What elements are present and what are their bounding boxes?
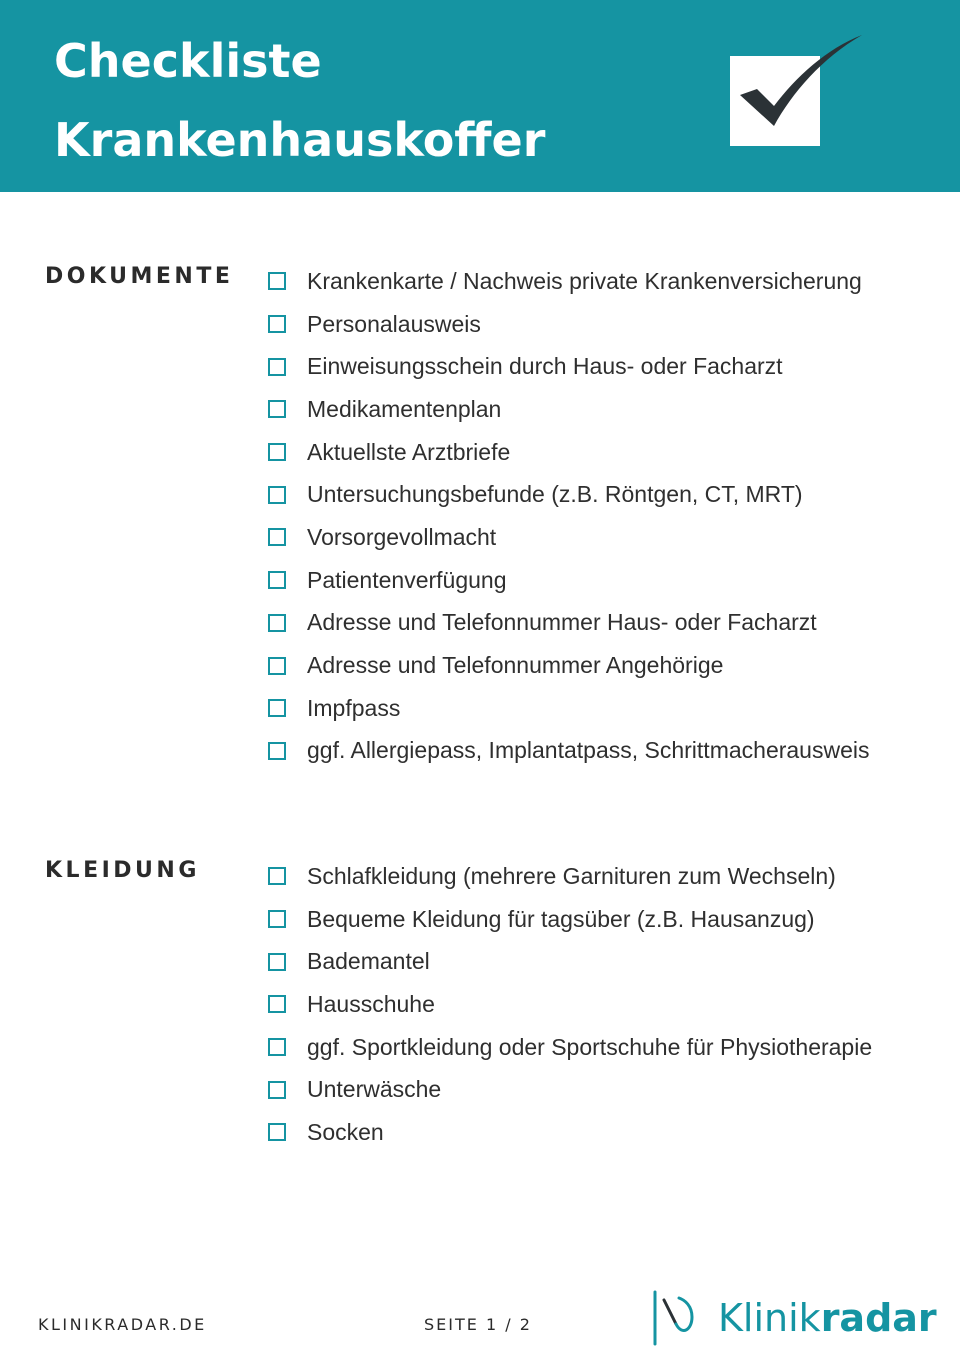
checklist-item[interactable] <box>268 644 870 687</box>
title-line-2: Krankenhauskoffer <box>54 113 546 167</box>
checkbox-icon[interactable] <box>268 571 286 589</box>
checkbox-icon[interactable] <box>268 1123 286 1141</box>
checkbox-icon[interactable] <box>268 528 286 546</box>
checkbox-icon[interactable] <box>268 699 286 717</box>
checklist-item[interactable] <box>268 983 872 1026</box>
checkbox-icon[interactable] <box>268 657 286 675</box>
footer-website: KLINIKRADAR.DE <box>38 1315 207 1334</box>
checklist-item[interactable] <box>268 345 870 388</box>
checklist-item-label: Adresse und Telefonnummer Angehörige <box>307 652 724 679</box>
checkbox-icon[interactable] <box>268 486 286 504</box>
checkbox-icon[interactable] <box>268 1081 286 1099</box>
checklist-item-label: Impfpass <box>307 694 401 721</box>
checklist-item[interactable] <box>268 473 870 516</box>
checklist-dokumente <box>268 260 870 772</box>
checklist-item[interactable] <box>268 260 870 303</box>
checklist-item[interactable] <box>268 1068 872 1111</box>
checkbox-icon[interactable] <box>268 614 286 632</box>
section-label-dokumente: DOKUMENTE <box>45 264 234 289</box>
header-banner <box>0 0 960 192</box>
checklist-item-label: Unterwäsche <box>307 1076 442 1103</box>
checklist-item-label: Patientenverfügung <box>307 566 507 593</box>
checklist-item[interactable] <box>268 602 870 645</box>
checklist-item-label: Adresse und Telefonnummer Haus- oder Facharzt <box>307 609 817 636</box>
logo-text-klinik: Klinik <box>718 1296 821 1340</box>
checklist-item[interactable] <box>268 303 870 346</box>
logo-wordmark <box>718 1294 937 1342</box>
checkbox-icon[interactable] <box>268 358 286 376</box>
checkbox-icon[interactable] <box>268 400 286 418</box>
checkbox-icon[interactable] <box>268 272 286 290</box>
logo-text-radar: radar <box>820 1296 937 1340</box>
footer-page-number: SEITE 1 / 2 <box>424 1315 532 1334</box>
checkmark-box-icon <box>730 33 870 153</box>
checkbox-icon[interactable] <box>268 910 286 928</box>
checklist-item[interactable] <box>268 730 870 773</box>
checklist-item[interactable] <box>268 1111 872 1154</box>
checklist-item-label: Personalausweis <box>307 310 481 337</box>
checklist-item[interactable] <box>268 1026 872 1069</box>
checklist-item-label: ggf. Allergiepass, Implantatpass, Schrittmacherausweis <box>307 737 870 764</box>
checkbox-icon[interactable] <box>268 953 286 971</box>
checklist-item[interactable] <box>268 898 872 941</box>
checklist-item[interactable] <box>268 516 870 559</box>
checklist-item[interactable] <box>268 388 870 431</box>
checklist-item-label: Socken <box>307 1118 384 1145</box>
checklist-item-label: ggf. Sportkleidung oder Sportschuhe für Physiotherapie <box>307 1033 873 1060</box>
checklist-item-label: Aktuellste Arztbriefe <box>307 438 511 465</box>
checklist-kleidung <box>268 855 872 1154</box>
checklist-item-label: Krankenkarte / Nachweis private Krankenversicherung <box>307 267 862 294</box>
checklist-item[interactable] <box>268 431 870 474</box>
checklist-item[interactable] <box>268 940 872 983</box>
klinikradar-logo <box>652 1290 942 1346</box>
checklist-item-label: Hausschuhe <box>307 990 435 1017</box>
checkbox-icon[interactable] <box>268 443 286 461</box>
checkbox-icon[interactable] <box>268 867 286 885</box>
checkbox-icon[interactable] <box>268 742 286 760</box>
checklist-item-label: Bademantel <box>307 948 430 975</box>
checklist-item[interactable] <box>268 559 870 602</box>
checklist-item[interactable] <box>268 687 870 730</box>
checklist-item-label: Bequeme Kleidung für tagsüber (z.B. Hausanzug) <box>307 905 815 932</box>
checklist-item-label: Untersuchungsbefunde (z.B. Röntgen, CT, MRT) <box>307 481 803 508</box>
title-line-1: Checkliste <box>54 34 322 88</box>
checkbox-icon[interactable] <box>268 1038 286 1056</box>
checkbox-icon[interactable] <box>268 995 286 1013</box>
checklist-item[interactable] <box>268 855 872 898</box>
checklist-item-label: Vorsorgevollmacht <box>307 523 497 550</box>
klinikradar-logo-icon <box>652 1290 698 1346</box>
checklist-item-label: Medikamentenplan <box>307 395 502 422</box>
section-label-kleidung: KLEIDUNG <box>45 858 200 883</box>
checklist-item-label: Einweisungsschein durch Haus- oder Facharzt <box>307 353 783 380</box>
checklist-item-label: Schlafkleidung (mehrere Garnituren zum Wechseln) <box>307 862 836 889</box>
checkbox-icon[interactable] <box>268 315 286 333</box>
